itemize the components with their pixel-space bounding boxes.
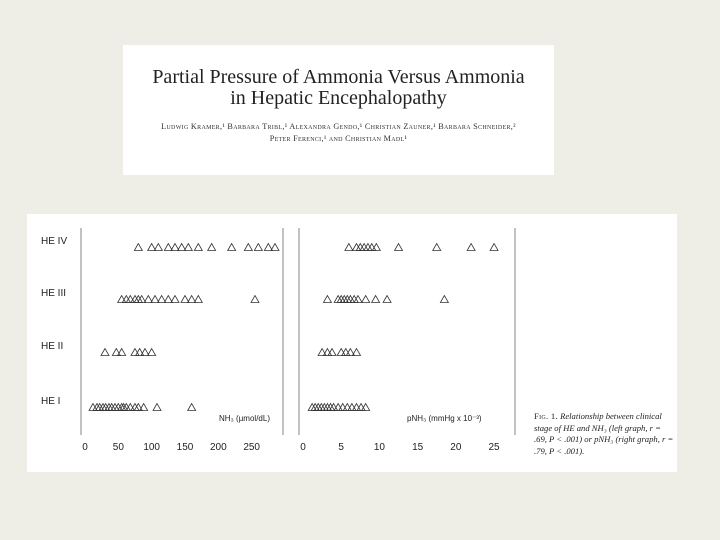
panel-2-data-point-he-iii: [362, 296, 370, 303]
panel-1-data-point-he-iii: [164, 296, 172, 303]
panel-2-data-point-he-iii: [323, 296, 331, 303]
paper-title-line-2: in Hepatic Encephalopathy: [230, 87, 447, 109]
panel-1-data-point-he-iv: [244, 244, 252, 251]
panel-1-data-point-he-iv: [228, 244, 236, 251]
panel-1-x-tick-label: 100: [143, 442, 161, 453]
panel-1-data-point-he-iv: [194, 244, 202, 251]
panel-2-data-point-he-iii: [372, 296, 380, 303]
panel-2-x-axis-label: pNH₃ (mmHg x 10⁻³): [407, 414, 482, 423]
panel-1-data-point-he-ii: [112, 349, 120, 356]
panel-1-data-point-he-iv: [254, 244, 262, 251]
panel-1-data-point-he-iv: [271, 244, 279, 251]
panel-2-data-point-he-iv: [395, 244, 403, 251]
panel-1-data-point-he-iv: [164, 244, 172, 251]
paper-title-card: [123, 45, 554, 175]
panel-1-data-point-he-iii: [144, 296, 152, 303]
panel-2-data-point-he-iv: [433, 244, 441, 251]
category-label-he-iv: HE IV: [41, 236, 68, 247]
panel-1-x-tick-label: 150: [176, 442, 194, 453]
panel-1-data-point-he-ii: [118, 349, 126, 356]
panel-2-data-point-he-iv: [490, 244, 498, 251]
panel-2-x-tick-label: 15: [412, 442, 424, 453]
panel-2-data-point-he-iv: [467, 244, 475, 251]
panel-1-data-point-he-iii: [158, 296, 166, 303]
panel-1-data-point-he-iv: [264, 244, 272, 251]
category-label-he-i: HE I: [41, 396, 61, 407]
panel-2-x-tick-label: 5: [338, 442, 344, 453]
panel-1-data-point-he-iv: [154, 244, 162, 251]
panel-2-x-tick-label: 20: [450, 442, 462, 453]
paper-authors: [123, 121, 554, 145]
panel-1-data-point-he-iv: [134, 244, 142, 251]
figure-card: [27, 214, 677, 472]
panel-1-data-point-he-i: [89, 404, 97, 411]
panel-2-data-point-he-iv: [345, 244, 353, 251]
panel-1-x-tick-label: 0: [82, 442, 88, 453]
panel-1-data-point-he-iv: [178, 244, 186, 251]
panel-1-data-point-he-iii: [181, 296, 189, 303]
panel-2-data-point-he-ii: [318, 349, 326, 356]
panel-1-data-point-he-iii: [188, 296, 196, 303]
panel-1-data-point-he-iii: [171, 296, 179, 303]
category-label-he-iii: HE III: [41, 288, 67, 299]
category-label-he-ii: HE II: [41, 341, 64, 352]
paper-authors-line-1: Ludwig Kramer,¹ Barbara Tribl,¹ Alexandra Gendo,¹ Christian Zauner,¹ Barbara Schneider,²: [161, 122, 516, 131]
panel-1-data-point-he-ii: [148, 349, 156, 356]
panel-1-data-point-he-iii: [194, 296, 202, 303]
figure-caption: [534, 411, 674, 457]
panel-1-x-tick-label: 50: [112, 442, 124, 453]
panel-1-x-tick-label: 250: [243, 442, 261, 453]
panel-1-data-point-he-iv: [148, 244, 156, 251]
panel-2-x-tick-label: 25: [488, 442, 500, 453]
panel-1-data-point-he-iv: [171, 244, 179, 251]
panel-1-data-point-he-i: [153, 404, 161, 411]
panel-1-x-tick-label: 200: [209, 442, 227, 453]
panel-1-data-point-he-iv: [184, 244, 192, 251]
paper-authors-line-2: Peter Ferenci,¹ and Christian Madl¹: [269, 134, 408, 143]
paper-title-line-1: Partial Pressure of Ammonia Versus Ammonia: [152, 66, 525, 88]
panel-2-x-tick-label: 10: [373, 442, 385, 453]
paper-title: [123, 45, 554, 109]
panel-1-data-point-he-iii: [251, 296, 259, 303]
panel-1-data-point-he-i: [140, 404, 148, 411]
panel-1-data-point-he-i: [188, 404, 196, 411]
panel-2-x-tick-label: 0: [300, 442, 306, 453]
panel-1-data-point-he-iii: [151, 296, 159, 303]
panel-2-data-point-he-iii: [383, 296, 391, 303]
panel-1-data-point-he-ii: [101, 349, 109, 356]
figure-caption-label: Fig. 1.: [534, 411, 558, 421]
panel-2-data-point-he-iii: [440, 296, 448, 303]
panel-1-data-point-he-iv: [208, 244, 216, 251]
panel-1-x-axis-label: NH₃ (µmol/dL): [219, 414, 270, 423]
figure-caption-text: Relationship between clinical stage of HE and NH₃ (left graph, r = .69, P < .001) or pNH₃ (right graph, r = .79, P < .001).: [534, 411, 674, 456]
panel-1-data-point-he-ii: [141, 349, 149, 356]
